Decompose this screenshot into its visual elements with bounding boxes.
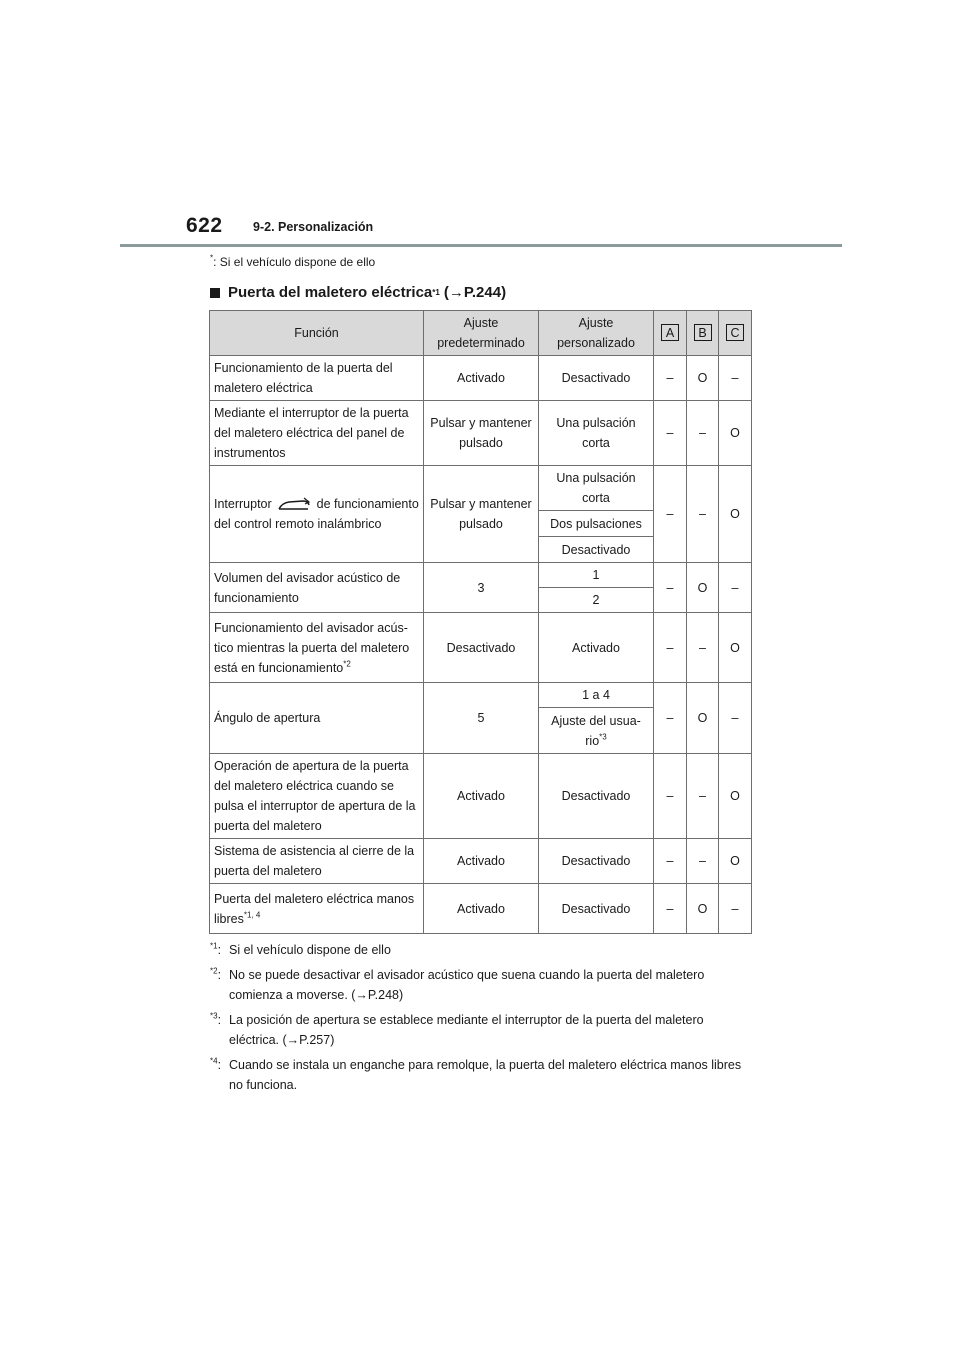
- row-function: Puerta del maletero eléctrica manos libres$^{*1, 4}$: [210, 884, 424, 934]
- table-row: [210, 401, 752, 466]
- row-a: –: [654, 884, 687, 934]
- table-row: [210, 839, 752, 884]
- row-custom: Dos pulsaciones: [539, 511, 654, 537]
- row-b: –: [687, 466, 719, 563]
- header-default: Ajuste predeterminado: [424, 311, 539, 356]
- remote-tailgate-icon: [277, 497, 311, 513]
- footnote: $^{*2}$: No se puede desactivar el avisador acústico que suena cuando la puerta del maletero comienza a moverse. (→P.248): [210, 966, 705, 1002]
- row-custom: Desactivado: [539, 839, 654, 884]
- row-function: Sistema de asistencia al cierre de la puerta del maletero: [210, 839, 424, 884]
- table-row: [210, 683, 752, 708]
- header-c: [719, 311, 752, 356]
- row-custom: Activado: [539, 613, 654, 683]
- header-function: Función: [210, 311, 424, 356]
- row-b: –: [687, 754, 719, 839]
- row-function: Operación de apertura de la puerta del maletero eléctrica cuando se pulsa el interruptor de apertura de la puerta del maletero: [210, 754, 424, 839]
- row-function: Funcionamiento del avisador acús-tico mientras la puerta del maletero está en funcionamiento$^{*2}$: [210, 613, 424, 683]
- row-c: –: [719, 563, 752, 613]
- row-b: O: [687, 683, 719, 754]
- row-function: Interruptor de funcionamiento del control remoto inalámbrico: [210, 466, 424, 563]
- row-custom: 2: [539, 588, 654, 613]
- row-default: Pulsar y mantener pulsado: [424, 466, 539, 563]
- row-function: Ángulo de apertura: [210, 683, 424, 754]
- row-default: Pulsar y mantener pulsado: [424, 401, 539, 466]
- row-b: –: [687, 401, 719, 466]
- header-a: [654, 311, 687, 356]
- row-function: Mediante el interruptor de la puerta del maletero eléctrica del panel de instrumentos: [210, 401, 424, 466]
- row-b: O: [687, 563, 719, 613]
- row-b: O: [687, 884, 719, 934]
- row-c: –: [719, 884, 752, 934]
- row-c: O: [719, 839, 752, 884]
- table-row: [210, 884, 752, 934]
- row-c: O: [719, 401, 752, 466]
- row-custom: Desactivado: [539, 356, 654, 401]
- row-default: Activado: [424, 356, 539, 401]
- row-c: –: [719, 683, 752, 754]
- row-default: 3: [424, 563, 539, 613]
- row-c: O: [719, 754, 752, 839]
- header-custom: Ajuste personalizado: [539, 311, 654, 356]
- row-function: Volumen del avisador acústico de funcionamiento: [210, 563, 424, 613]
- header-rule: [120, 244, 842, 247]
- subsection-heading: Puerta del maletero eléctrica *1 (→P.244): [210, 284, 506, 301]
- row-custom: Desactivado: [539, 537, 654, 563]
- row-a: –: [654, 401, 687, 466]
- table-row: [210, 356, 752, 401]
- letter-b-badge: B: [694, 324, 712, 341]
- table-row: [210, 754, 752, 839]
- row-a: –: [654, 683, 687, 754]
- top-note: *: Si el vehículo dispone de ello: [210, 253, 376, 269]
- row-b: –: [687, 839, 719, 884]
- row-b: –: [687, 613, 719, 683]
- table-row: [210, 563, 752, 588]
- row-a: –: [654, 563, 687, 613]
- letter-a-badge: A: [661, 324, 679, 341]
- row-default: Activado: [424, 754, 539, 839]
- row-custom: 1: [539, 563, 654, 588]
- footnote: $^{*3}$: La posición de apertura se establece mediante el interruptor de la puerta del maletero eléctrica. (→P.257): [210, 1011, 704, 1047]
- row-a: –: [654, 356, 687, 401]
- table-row: [210, 613, 752, 683]
- row-default: Desactivado: [424, 613, 539, 683]
- header-b: [687, 311, 719, 356]
- letter-c-badge: C: [726, 324, 744, 341]
- note-mark: *: [210, 253, 214, 263]
- row-a: –: [654, 466, 687, 563]
- row-c: O: [719, 466, 752, 563]
- subsection-ref: (→P.244): [443, 284, 507, 301]
- row-b: O: [687, 356, 719, 401]
- note-text: Si el vehículo dispone de ello: [219, 255, 376, 269]
- footnotes: [210, 940, 750, 1100]
- settings-table: [209, 310, 752, 934]
- row-a: –: [654, 839, 687, 884]
- row-custom: Una pulsación corta: [539, 401, 654, 466]
- row-custom: Ajuste del usua-rio$^{*3}$: [539, 708, 654, 754]
- row-custom: Desactivado: [539, 754, 654, 839]
- row-a: –: [654, 754, 687, 839]
- subsection-title: Puerta del maletero eléctrica: [228, 284, 433, 301]
- row-default: 5: [424, 683, 539, 754]
- section-title: 9-2. Personalización: [253, 220, 374, 234]
- row-custom: Una pulsación corta: [539, 466, 654, 511]
- footnote: $^{*1}$: Si el vehículo dispone de ello: [210, 941, 391, 957]
- row-function: Funcionamiento de la puerta del maletero eléctrica: [210, 356, 424, 401]
- row-custom: Desactivado: [539, 884, 654, 934]
- footnote: $^{*4}$: Cuando se instala un enganche para remolque, la puerta del maletero eléctrica manos libres no funciona.: [210, 1056, 742, 1092]
- row-default: Activado: [424, 884, 539, 934]
- row-a: –: [654, 613, 687, 683]
- square-bullet-icon: [210, 288, 220, 298]
- row-custom: 1 a 4: [539, 683, 654, 708]
- row-c: –: [719, 356, 752, 401]
- table-row: [210, 466, 752, 511]
- page-number: 622: [186, 214, 223, 237]
- row-c: O: [719, 613, 752, 683]
- row-default: Activado: [424, 839, 539, 884]
- table-header-row: [210, 311, 752, 356]
